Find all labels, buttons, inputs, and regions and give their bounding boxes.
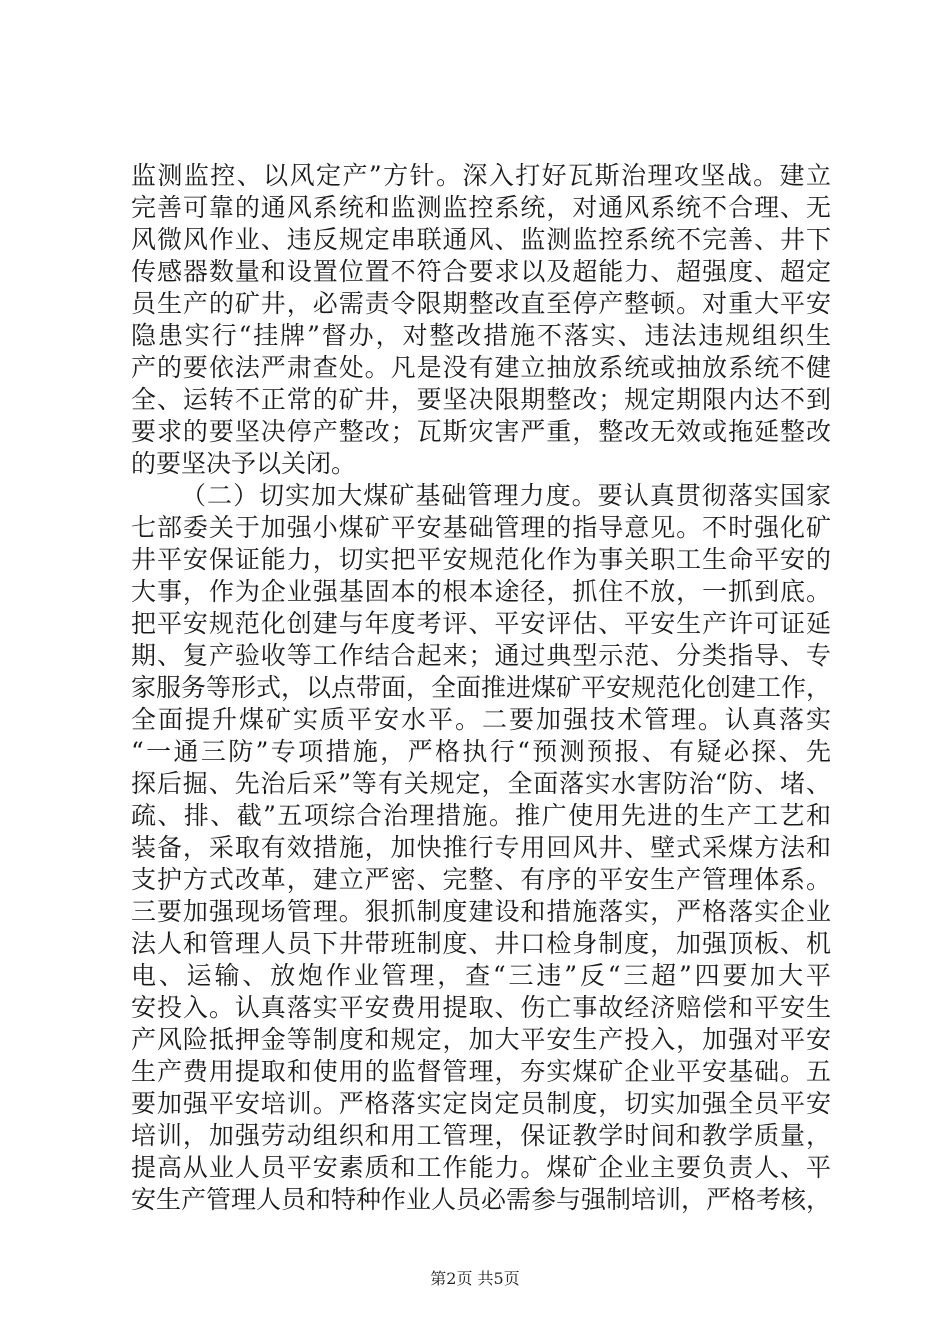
text-line: 全面提升煤矿实质平安水平。二要加强技术管理。认真落实 <box>131 705 831 734</box>
text-line: 要加强平安培训。严格落实定岗定员制度，切实加强全员平安 <box>131 1089 831 1118</box>
text-line: “一通三防”专项措施，严格执行“预测预报、有疑必探、先 <box>131 737 831 766</box>
text-line: 安生产管理人员和特种作业人员必需参与强制培训，严格考核， <box>131 1185 832 1214</box>
text-line: 提高从业人员平安素质和工作能力。煤矿企业主要负责人、平 <box>131 1153 831 1182</box>
text-line: 隐患实行“挂牌”督办，对整改措施不落实、违法违规组织生 <box>131 321 831 350</box>
text-line: 装备，采取有效措施，加快推行专用回风井、壁式采煤方法和 <box>131 833 831 862</box>
text-line: 风微风作业、违反规定串联通风、监测监控系统不完善、井下 <box>131 225 831 254</box>
text-line: 三要加强现场管理。狠抓制度建设和措施落实，严格落实企业 <box>131 897 831 926</box>
text-line: 疏、排、截”五项综合治理措施。推广使用先进的生产工艺和 <box>131 801 831 830</box>
text-line: 支护方式改革，建立严密、完整、有序的平安生产管理体系。 <box>131 865 831 894</box>
text-line: 产的要依法严肃查处。凡是没有建立抽放系统或抽放系统不健 <box>131 353 831 382</box>
paragraph-heading-line: （二）切实加大煤矿基础管理力度。要认真贯彻落实国家 <box>181 481 831 510</box>
text-line: 传感器数量和设置位置不符合要求以及超能力、超强度、超定 <box>131 257 831 286</box>
text-line: 把平安规范化创建与年度考评、平安评估、平安生产许可证延 <box>131 609 831 638</box>
text-line: 家服务等形式，以点带面，全面推进煤矿平安规范化创建工作， <box>131 673 832 702</box>
text-line: 法人和管理人员下井带班制度、井口检身制度，加强顶板、机 <box>131 929 831 958</box>
body-text <box>131 160 831 1216</box>
text-line: 监测监控、以风定产”方针。深入打好瓦斯治理攻坚战。建立 <box>131 161 831 190</box>
text-line: 探后掘、先治后采”等有关规定，全面落实水害防治“防、堵、 <box>131 769 831 798</box>
text-line: 完善可靠的通风系统和监测监控系统，对通风系统不合理、无 <box>131 193 831 222</box>
text-line: 井平安保证能力，切实把平安规范化作为事关职工生命平安的 <box>131 545 831 574</box>
text-line: 电、运输、放炮作业管理，查“三违”反“三超”四要加大平 <box>131 961 831 990</box>
text-line: 七部委关于加强小煤矿平安基础管理的指导意见。不时强化矿 <box>131 513 831 542</box>
text-line: 生产费用提取和使用的监督管理，夯实煤矿企业平安基础。五 <box>131 1057 831 1086</box>
text-line: 的要坚决予以关闭。 <box>131 449 357 478</box>
text-line: 安投入。认真落实平安费用提取、伤亡事故经济赔偿和平安生 <box>131 993 831 1022</box>
text-line: 产风险抵押金等制度和规定，加大平安生产投入，加强对平安 <box>131 1025 831 1054</box>
text-line: 期、复产验收等工作结合起来；通过典型示范、分类指导、专 <box>131 641 831 670</box>
page-number-footer: 第2页 共5页 <box>430 1269 520 1288</box>
text-line: 要求的要坚决停产整改；瓦斯灾害严重，整改无效或拖延整改 <box>131 417 831 446</box>
text-line: 大事，作为企业强基固本的根本途径，抓住不放，一抓到底。 <box>131 577 831 606</box>
text-line: 员生产的矿井，必需责令限期整改直至停产整顿。对重大平安 <box>131 289 831 318</box>
text-line: 培训，加强劳动组织和用工管理，保证教学时间和教学质量， <box>131 1121 831 1150</box>
text-line: 全、运转不正常的矿井，要坚决限期整改；规定期限内达不到 <box>131 385 831 414</box>
